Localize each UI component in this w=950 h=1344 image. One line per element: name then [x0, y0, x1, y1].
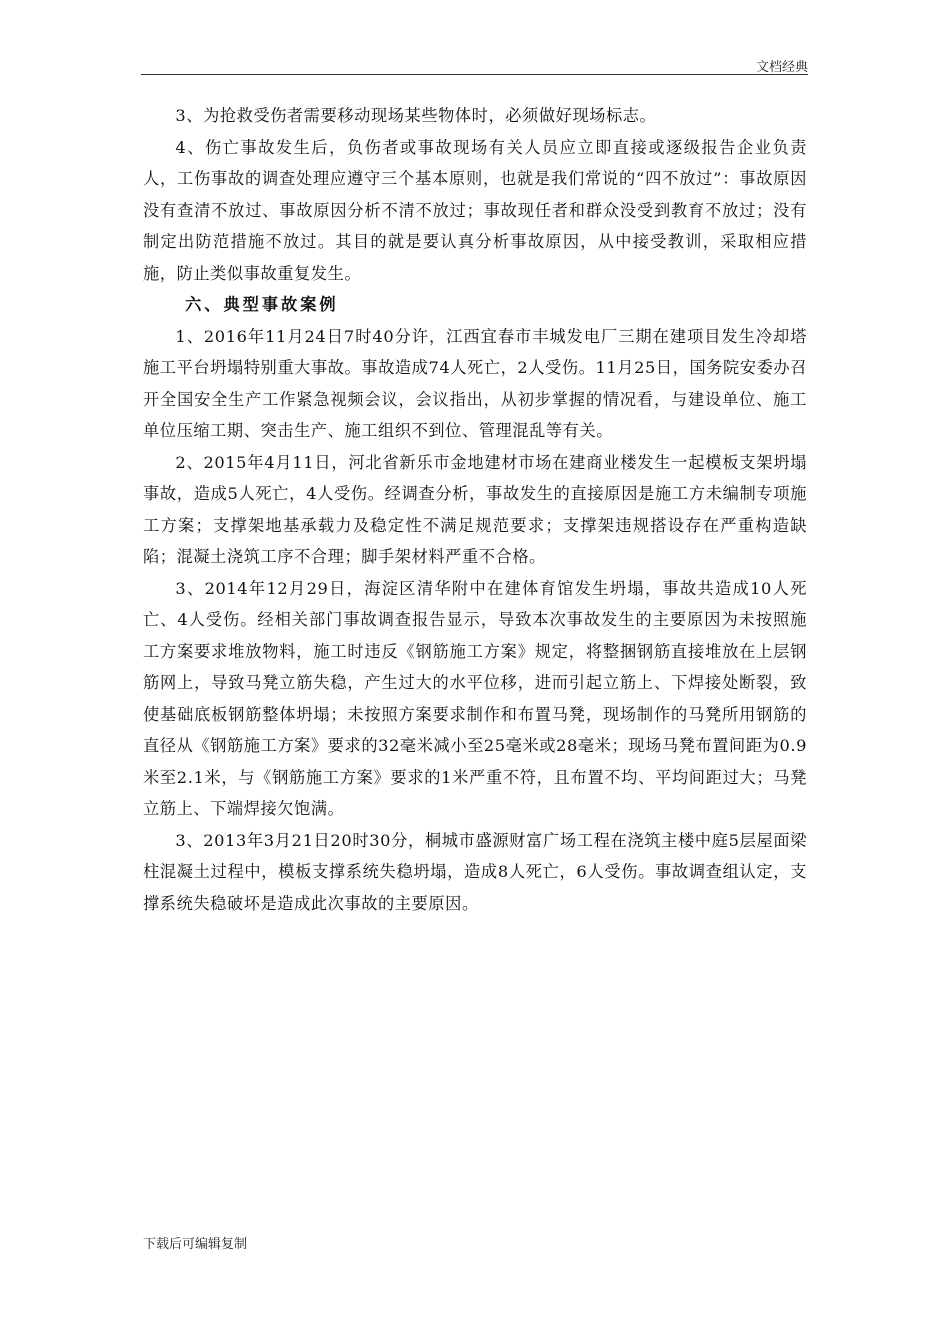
paragraph-item-3: 3、为抢救受伤者需要移动现场某些物体时，必须做好现场标志。: [175, 106, 657, 125]
page-footer-label: 下载后可编辑复制: [143, 1237, 248, 1252]
paragraph-case-1: 1、2016年11月24日7时40分许，江西宜春市丰城发电厂三期在建项目发生冷却塔施工平台坍塌特别重大事故。事故造成74人死亡，2人受伤。11月25日，国务院安委办召开全国安全生产工作紧急视频会议，会议指出，从初步掌握的情况看，与建设单位、施工单位压缩工期、突击生产、施工组织不到位、管理混乱等有关。: [143, 326, 807, 440]
paragraph-case-3b: 3、2013年3月21日20时30分，桐城市盛源财富广场工程在浇筑主楼中庭5层屋面梁柱混凝土过程中，模板支撑系统失稳坍塌，造成8人死亡，6人受伤。事故调查组认定，支撑系统失稳破坏是造成此次事故的主要原因。: [143, 830, 807, 913]
document-body: [143, 100, 807, 919]
section-heading-typical-cases: 六、典型事故案例: [185, 295, 339, 314]
header-divider: [141, 74, 808, 75]
paragraph-case-3a: 3、2014年12月29日，海淀区清华附中在建体育馆发生坍塌，事故共造成10人死亡、4人受伤。经相关部门事故调查报告显示，导致本次事故发生的主要原因为未按照施工方案要求堆放物料，施工时违反《钢筋施工方案》规定，将整捆钢筋直接堆放在上层钢筋网上，导致马凳立筋失稳，产生过大的水平位移，进而引起立筋上、下焊接处断裂，致使基础底板钢筋整体坍塌；未按照方案要求制作和布置马凳，现场制作的马凳所用钢筋的直径从《钢筋施工方案》要求的32毫米减小至25毫米或28毫米；现场马凳布置间距为0.9米至2.1米，与《钢筋施工方案》要求的1米严重不符，且布置不均、平均间距过大；马凳立筋上、下端焊接欠饱满。: [143, 578, 807, 818]
paragraph-case-2: 2、2015年4月11日，河北省新乐市金地建材市场在建商业楼发生一起模板支架坍塌事故，造成5人死亡，4人受伤。经调查分析，事故发生的直接原因是施工方未编制专项施工方案；支撑架地基承载力及稳定性不满足规范要求；支撑架违规搭设存在严重构造缺陷；混凝土浇筑工序不合理；脚手架材料严重不合格。: [143, 452, 807, 566]
page-header-label: 文档经典: [755, 60, 808, 75]
paragraph-item-4: 4、伤亡事故发生后，负伤者或事故现场有关人员应立即直接或逐级报告企业负责人，工伤事故的调查处理应遵守三个基本原则，也就是我们常说的“四不放过”：事故原因没有查清不放过、事故原因分析不清不放过；事故现任者和群众没受到教育不放过；没有制定出防范措施不放过。其目的就是要认真分析事故原因，从中接受教训，采取相应措施，防止类似事故重复发生。: [143, 137, 807, 283]
